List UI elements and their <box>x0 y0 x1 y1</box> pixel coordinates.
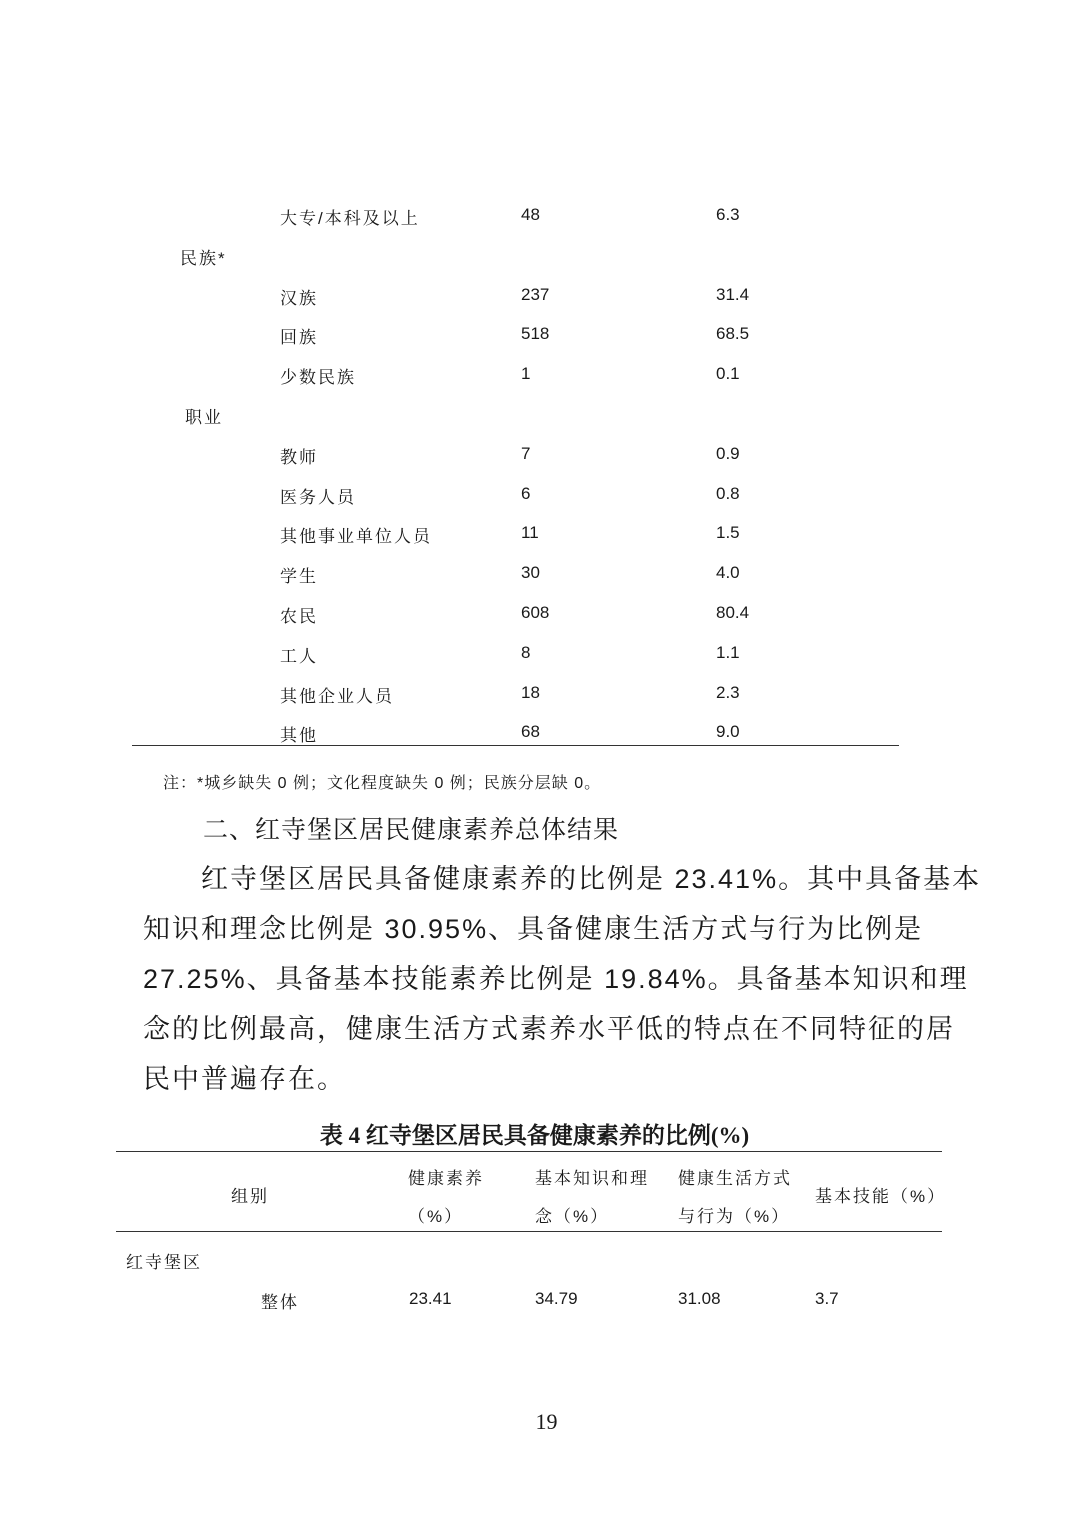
table3-row-count: 18 <box>521 683 540 702</box>
table4-group-label: 红寺堡区 <box>126 1253 202 1272</box>
page-number: 19 <box>535 1409 558 1434</box>
header-lifestyle-line1: 健康生活方式 <box>678 1169 792 1188</box>
table4-header-rule <box>116 1231 942 1232</box>
table3-row-label: 农民 <box>280 607 318 626</box>
table3-row-count: 6 <box>521 484 531 503</box>
paragraph-line: 念的比例最高，健康生活方式素养水平低的特点在不同特征的居 <box>143 1014 955 1044</box>
table3-row-label: 汉族 <box>280 289 318 308</box>
table4-row-label: 整体 <box>261 1293 299 1312</box>
header-literacy-line1: 健康素养 <box>408 1169 484 1188</box>
table3-row-label: 医务人员 <box>280 488 356 507</box>
table3-row-label: 教师 <box>280 448 318 467</box>
table3-bottom-rule <box>132 745 899 746</box>
paragraph-line: 红寺堡区居民具备健康素养的比例是 23.41%。其中具备基本 <box>143 864 982 894</box>
header-knowledge <box>535 1160 649 1236</box>
table3-row-count: 7 <box>521 444 531 463</box>
table3-row-pct: 9.0 <box>716 722 740 741</box>
header-skills: 基本技能（%） <box>815 1187 947 1206</box>
table3-row-count: 8 <box>521 643 531 662</box>
table3-group-label: 职业 <box>185 408 223 427</box>
table3-row-label: 其他企业人员 <box>280 687 394 706</box>
table3-row-pct: 0.1 <box>716 364 740 383</box>
table3-row-pct: 4.0 <box>716 563 740 582</box>
section-heading: 二、红寺堡区居民健康素养总体结果 <box>203 816 620 844</box>
header-knowledge-line1: 基本知识和理 <box>535 1169 649 1188</box>
table3-row-label: 学生 <box>280 567 318 586</box>
table3-row-count: 237 <box>521 285 550 304</box>
table4-lifestyle-value: 31.08 <box>678 1289 721 1308</box>
header-literacy-line2: （%） <box>408 1207 464 1226</box>
table3-row-count: 48 <box>521 205 540 224</box>
table3-row-label: 其他 <box>280 726 318 745</box>
table3-row-pct: 6.3 <box>716 205 740 224</box>
table4-literacy-value: 23.41 <box>409 1289 452 1308</box>
table3-row-pct: 1.1 <box>716 643 740 662</box>
header-literacy <box>408 1160 484 1236</box>
table3-row-count: 11 <box>521 523 539 542</box>
table3-row-label: 其他事业单位人员 <box>280 527 432 546</box>
table3-row-count: 608 <box>521 603 550 622</box>
table3-row-pct: 31.4 <box>716 285 750 304</box>
table3-group-label: 民族* <box>180 249 227 268</box>
table3-row-count: 518 <box>521 324 550 343</box>
table3-note: 注：*城乡缺失 0 例；文化程度缺失 0 例；民族分层缺 0。 <box>163 775 602 792</box>
table3-row-pct: 2.3 <box>716 683 740 702</box>
section-paragraph <box>143 854 982 1104</box>
table3-row-label: 工人 <box>280 647 318 666</box>
table3-row-pct: 1.5 <box>716 523 740 542</box>
table3-row-count: 68 <box>521 722 540 741</box>
table4-caption: 表 4 红寺堡区居民具备健康素养的比例(%) <box>319 1123 750 1148</box>
table3-row-count: 30 <box>521 563 540 582</box>
table3-row-pct: 0.9 <box>716 444 740 463</box>
header-group: 组别 <box>231 1187 269 1206</box>
table3-row-pct: 68.5 <box>716 324 750 343</box>
header-knowledge-line2: 念（%） <box>535 1207 610 1226</box>
table3-row-label: 回族 <box>280 328 318 347</box>
header-lifestyle <box>678 1160 792 1236</box>
table3-row-label: 大专/本科及以上 <box>280 209 420 228</box>
table4-knowledge-value: 34.79 <box>535 1289 578 1308</box>
paragraph-line: 27.25%、具备基本技能素养比例是 19.84%。具备基本知识和理 <box>143 964 969 994</box>
table3-row-pct: 0.8 <box>716 484 740 503</box>
table3-row-count: 1 <box>521 364 531 383</box>
table3-row-pct: 80.4 <box>716 603 750 622</box>
table3-row-label: 少数民族 <box>280 368 356 387</box>
paragraph-line: 民中普遍存在。 <box>143 1064 346 1094</box>
table4-skills-value: 3.7 <box>815 1289 839 1308</box>
paragraph-line: 知识和理念比例是 30.95%、具备健康生活方式与行为比例是 <box>143 914 924 944</box>
table4-top-rule <box>116 1151 942 1152</box>
header-lifestyle-line2: 与行为（%） <box>678 1207 791 1226</box>
